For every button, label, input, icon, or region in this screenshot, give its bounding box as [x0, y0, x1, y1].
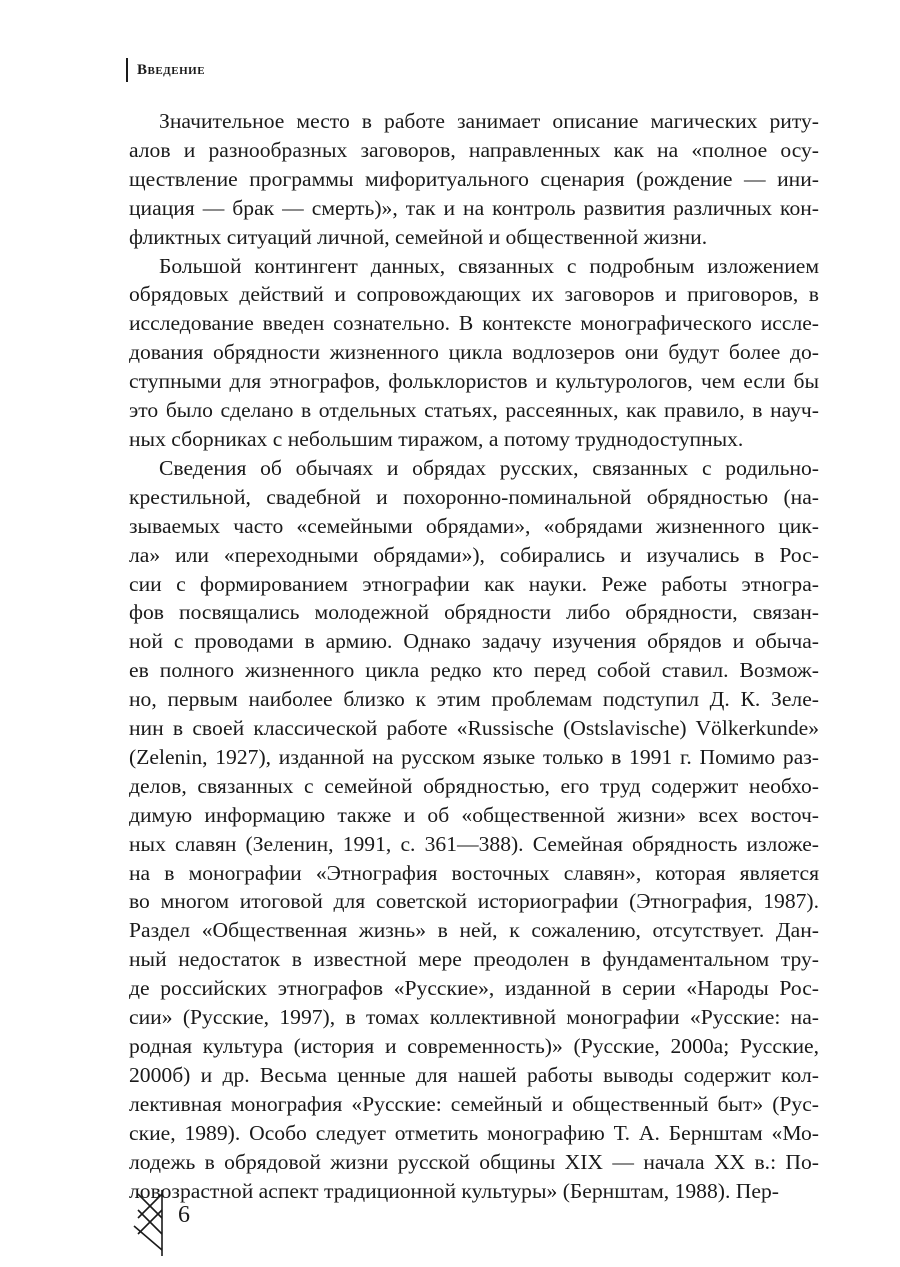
- text-line: зываемых часто «семейными обрядами», «обрядами жизненного цик-: [129, 513, 819, 538]
- text-line: ной с проводами в армию. Однако задачу изучения обрядов и обыча-: [129, 629, 819, 654]
- paragraph: [129, 107, 819, 252]
- text-line: дования обрядности жизненного цикла водлозеров они будут более до-: [129, 340, 819, 365]
- page-footer: [132, 1190, 190, 1256]
- text-line: во многом итоговой для советской историографии (Этнография, 1987).: [129, 889, 819, 914]
- paragraph: [129, 454, 819, 1206]
- text-line: родная культура (история и современность)» (Русские, 2000а; Русские,: [129, 1034, 819, 1058]
- text-line: ловозрастной аспект традиционной культуры» (Бернштам, 1988). Пер-: [129, 1178, 779, 1203]
- text-line: но, первым наиболее близко к этим проблемам подступил Д. К. Зеле-: [129, 687, 819, 712]
- text-line: алов и разнообразных заговоров, направленных как на «полное осу-: [129, 137, 819, 162]
- text-line: Сведения об обычаях и обрядах русских, связанных с родильно-: [159, 455, 819, 480]
- running-head-rule: [126, 58, 128, 82]
- text-line: Раздел «Общественная жизнь» в ней, к сожалению, отсутствует. Дан-: [129, 918, 819, 943]
- text-line: сии» (Русские, 1997), в томах коллективной монографии «Русские: на-: [129, 1005, 819, 1030]
- running-head: [126, 57, 205, 83]
- text-line: (Zelenin, 1927), изданной на русском языке только в 1991 г. Помимо раз-: [129, 744, 819, 769]
- text-line: ных славян (Зеленин, 1991, с. 361—388). Семейная обрядность изложе-: [129, 831, 819, 856]
- text-line: фликтных ситуаций личной, семейной и общественной жизни.: [129, 224, 708, 249]
- text-line: ла» или «переходными обрядами»), собирались и изучались в Рос-: [129, 542, 819, 567]
- text-line: нин в своей классической работе «Russische (Ostslavische) Völkerkunde»: [129, 716, 819, 741]
- text-line: делов, связанных с семейной обрядностью, его труд содержит необхо-: [129, 773, 819, 798]
- text-line: лективная монография «Русские: семейный и общественный быт» (Рус-: [129, 1091, 819, 1116]
- text-line: де российских этнографов «Русские», изданной в серии «Народы Рос-: [129, 976, 819, 1001]
- text-line: исследование введен сознательно. В контексте монографического иссле-: [129, 311, 819, 336]
- text-line: лодежь в обрядовой жизни русской общины XIX — начала XX в.: По-: [129, 1149, 819, 1174]
- text-line: 2000б) и др. Весьма ценные для нашей работы выводы содержит кол-: [129, 1062, 819, 1087]
- section-title: Введение: [137, 61, 206, 78]
- page-number: 6: [178, 1201, 190, 1228]
- text-line: ступными для этнографов, фольклористов и культурологов, чем если бы: [129, 369, 819, 394]
- text-line: сии с формированием этнографии как науки. Реже работы этногра-: [129, 571, 819, 596]
- text-line: ществление программы мифоритуального сценария (рождение — ини-: [129, 166, 819, 191]
- body-text: [129, 107, 819, 1205]
- text-line: ев полного жизненного цикла редко кто перед собой ставил. Возмож-: [129, 658, 819, 683]
- text-line: фов посвящались молодежной обрядности либо обрядности, связан-: [129, 600, 819, 625]
- text-line: Значительное место в работе занимает описание магических риту-: [159, 109, 819, 133]
- text-line: на в монографии «Этнография восточных славян», которая является: [129, 860, 819, 885]
- text-line: Большой контингент данных, связанных с подробным изложением: [159, 253, 819, 278]
- text-line: ские, 1989). Особо следует отметить монографию Т. А. Бернштам «Мо-: [129, 1120, 819, 1145]
- text-line: крестильной, свадебной и похоронно-поминальной обрядностью (на-: [129, 484, 819, 509]
- paragraph: [129, 252, 819, 454]
- text-line: ных сборниках с небольшим тиражом, а потому труднодоступных.: [129, 426, 744, 451]
- text-line: это было сделано в отдельных статьях, рассеянных, как правило, в науч-: [129, 398, 819, 423]
- text-line: ный недостаток в известной мере преодолен в фундаментальном тру-: [129, 947, 819, 972]
- text-line: обрядовых действий и сопровождающих их заговоров и приговоров, в: [129, 282, 819, 307]
- text-line: димую информацию также и об «общественной жизни» всех восточ-: [129, 802, 819, 827]
- text-line: циация — брак — смерть)», так и на контроль развития различных кон-: [129, 195, 819, 220]
- runic-ornament-icon: [132, 1190, 166, 1256]
